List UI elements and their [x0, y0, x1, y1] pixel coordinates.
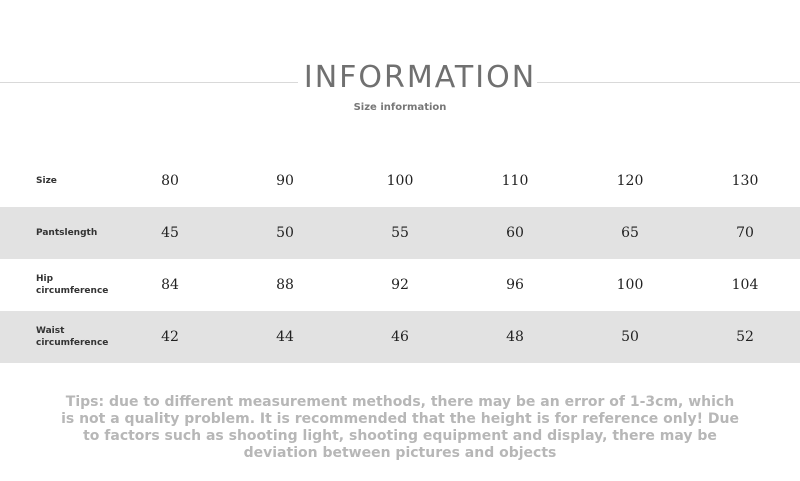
table-cell: 65 — [621, 225, 639, 241]
table-cell: 50 — [621, 329, 639, 345]
table-cell: 100 — [386, 173, 414, 189]
page-title: INFORMATION — [303, 60, 537, 95]
table-cell: 45 — [161, 225, 179, 241]
table-cell: 96 — [506, 277, 524, 293]
table-cell: 42 — [161, 329, 179, 345]
row-label: Size — [36, 176, 57, 186]
table-cell: 100 — [616, 277, 644, 293]
table-cell: 130 — [731, 173, 759, 189]
row-label: Waist circumference — [36, 326, 109, 348]
table-cell: 55 — [391, 225, 409, 241]
table-cell: 60 — [506, 225, 524, 241]
table-cell: 46 — [391, 329, 409, 345]
table-cell: 88 — [276, 277, 294, 293]
table-cell: 84 — [161, 277, 179, 293]
size-table — [0, 155, 800, 363]
table-cell: 80 — [161, 173, 179, 189]
table-row-waist-circumference — [0, 311, 800, 363]
table-cell: 48 — [506, 329, 524, 345]
table-cell: 50 — [276, 225, 294, 241]
table-cell: 70 — [736, 225, 754, 241]
row-label: Hip circumference — [36, 274, 109, 296]
tips-note: Tips: due to different measurement methods, there may be an error of 1-3cm, which is not a quality problem. It is recommended that the height is for reference only! Due to factors such as shooting light, shooting equipment and display, there may be deviation between pictures and objects — [61, 394, 739, 461]
table-cell: 44 — [276, 329, 294, 345]
row-label: Pantslength — [36, 228, 98, 238]
table-cell: 110 — [501, 173, 529, 189]
table-cell: 120 — [616, 173, 644, 189]
table-cell: 90 — [276, 173, 294, 189]
table-row-hip-circumference — [0, 259, 800, 311]
table-cell: 92 — [391, 277, 409, 293]
page-subtitle: Size information — [353, 102, 447, 113]
table-cell: 104 — [731, 277, 759, 293]
table-cell: 52 — [736, 329, 754, 345]
table-row-pants-length — [0, 207, 800, 259]
table-row-size — [0, 155, 800, 207]
